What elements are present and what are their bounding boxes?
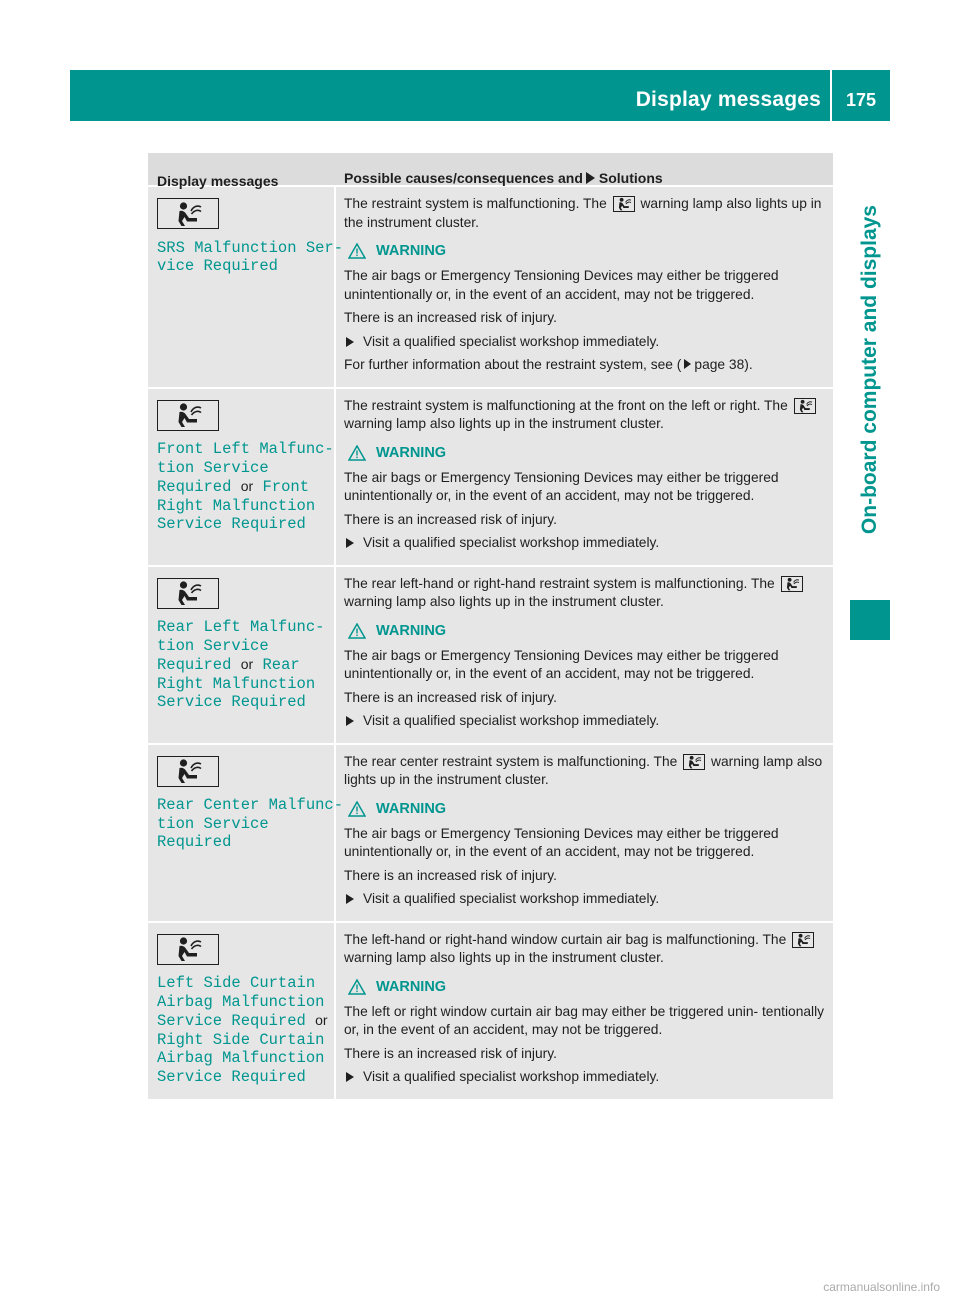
message-line: Airbag Malfunction	[157, 1049, 325, 1068]
message-line: Airbag Malfunction	[157, 992, 325, 1011]
airbag-warning-icon	[794, 398, 816, 414]
risk-text: There is an increased risk of injury.	[344, 511, 557, 527]
message-line: Rear Center Malfunc‐	[157, 796, 344, 814]
cause-text-a: The left-hand or right-hand window curtain air bag is malfunctioning. The	[344, 931, 787, 947]
cause-text	[344, 195, 827, 232]
column-header-causes-text: Possible causes/consequences and	[344, 170, 583, 186]
action-text: Visit a qualified specialist workshop immediately.	[363, 1069, 660, 1084]
warning-triangle-icon	[348, 801, 366, 817]
airbag-warning-icon	[683, 754, 705, 770]
cause-text	[344, 753, 827, 790]
warning-heading	[348, 443, 827, 463]
message-line: SRS Malfunction Ser‐	[157, 238, 344, 257]
risk-text: There is an increased risk of injury.	[344, 867, 557, 883]
message-line: tion Service	[157, 814, 269, 833]
cause-text-a: The rear left-hand or right-hand restraint system is malfunctioning. The	[344, 575, 775, 591]
warning-label: WARNING	[376, 800, 447, 817]
airbag-warning-icon	[792, 932, 814, 948]
column-header-display-messages: Display messages	[157, 173, 279, 189]
message-part: Required	[157, 656, 232, 675]
warning-triangle-icon	[348, 979, 366, 995]
message-line: Front Left Malfunc‐	[157, 440, 334, 458]
message-part: Front	[262, 478, 310, 497]
action-step	[344, 890, 827, 909]
table-header	[148, 153, 833, 187]
cause-text-b: warning lamp also lights up in the instrument cluster.	[344, 196, 822, 230]
warning-heading	[348, 799, 827, 819]
warning-text: The left or right window curtain air bag may either be triggered unin‐ tentionally or, in the event of an accident, may not be triggered.	[344, 1003, 825, 1037]
action-text: Visit a qualified specialist workshop immediately.	[363, 713, 660, 728]
or-connector: or	[240, 478, 254, 495]
message-line: Right Malfunction	[157, 674, 316, 693]
airbag-warning-icon	[157, 934, 219, 965]
warning-label: WARNING	[376, 444, 447, 461]
warning-text: The air bags or Emergency Tensioning Devices may either be triggered unintentionally or, in the event of an accident, may not be triggered.	[344, 647, 779, 681]
display-message-text	[157, 238, 344, 276]
message-line: Right Malfunction	[157, 496, 316, 515]
message-line: vice Required	[157, 257, 278, 276]
more-info-text-b: page 38).	[694, 357, 753, 372]
display-message-cell	[148, 187, 344, 387]
warning-text: The air bags or Emergency Tensioning Devices may either be triggered unintentionally or, in the event of an accident, may not be triggered.	[344, 825, 779, 859]
page-reference-icon	[684, 359, 691, 369]
display-message-text	[157, 974, 326, 1087]
warning-triangle-icon	[348, 445, 366, 461]
message-line: Rear Left Malfunc‐	[157, 618, 325, 636]
message-line: Required	[157, 833, 232, 852]
display-message-cell	[148, 567, 336, 743]
cause-text	[344, 931, 827, 968]
watermark: carmanualsonline.info	[823, 1280, 940, 1294]
solutions-cell	[336, 567, 833, 743]
cause-text-b: warning lamp also lights up in the instrument cluster.	[344, 950, 664, 965]
display-message-cell	[148, 389, 336, 565]
display-message-text	[157, 440, 334, 534]
action-step	[344, 333, 827, 352]
more-info-text-a: For further information about the restraint system, see (	[344, 357, 682, 372]
warning-heading	[348, 621, 827, 641]
display-message-text	[157, 796, 344, 852]
risk-text: There is an increased risk of injury.	[344, 689, 557, 705]
action-arrow-icon	[346, 894, 354, 904]
airbag-warning-icon	[157, 400, 219, 431]
action-text: Visit a qualified specialist workshop immediately.	[363, 535, 660, 550]
solutions-cell	[336, 389, 833, 565]
message-line: tion Service	[157, 458, 269, 477]
messages-table	[148, 153, 833, 1099]
cause-text-b: warning lamp also lights up in the instrument cluster.	[344, 594, 664, 609]
action-step	[344, 534, 827, 553]
warning-text: The air bags or Emergency Tensioning Devices may either be triggered unintentionally or, in the event of an accident, may not be triggered.	[344, 268, 779, 302]
airbag-warning-icon	[781, 576, 803, 592]
action-arrow-icon	[346, 1072, 354, 1082]
message-part: Service Required	[157, 1012, 306, 1031]
action-step	[344, 1068, 827, 1087]
action-arrow-icon	[346, 538, 354, 548]
chapter-tab-marker	[850, 600, 890, 640]
warning-label: WARNING	[376, 622, 447, 639]
message-line: Left Side Curtain	[157, 974, 316, 992]
warning-heading	[348, 977, 827, 997]
action-text: Visit a qualified specialist workshop immediately.	[363, 891, 660, 906]
solutions-cell	[336, 923, 833, 1099]
warning-triangle-icon	[348, 243, 366, 259]
cause-text-b: warning lamp also lights up in the instrument cluster.	[344, 416, 664, 431]
message-part: Rear	[262, 656, 300, 675]
warning-heading	[348, 241, 827, 261]
risk-text: There is an increased risk of injury.	[344, 310, 557, 325]
warning-label: WARNING	[376, 243, 447, 259]
table-row	[148, 745, 833, 923]
action-text: Visit a qualified specialist workshop immediately.	[363, 333, 660, 349]
airbag-warning-icon	[157, 756, 219, 787]
action-arrow-icon	[346, 337, 354, 347]
cause-text	[344, 397, 827, 434]
cause-text	[344, 575, 827, 612]
message-line	[157, 1011, 326, 1031]
more-info-text	[344, 356, 827, 375]
table-row	[148, 389, 833, 567]
message-line: Service Required	[157, 693, 306, 712]
message-line: tion Service	[157, 636, 269, 655]
column-header-causes	[336, 153, 833, 185]
cause-text-a: The restraint system is malfunctioning at the front on the left or right. The	[344, 397, 788, 413]
display-message-cell	[148, 745, 344, 921]
airbag-warning-icon	[157, 198, 219, 229]
message-line: Service Required	[157, 1067, 306, 1086]
solutions-cell	[336, 745, 833, 921]
action-step	[344, 712, 827, 731]
airbag-warning-icon	[157, 578, 219, 609]
warning-triangle-icon	[348, 623, 366, 639]
cause-text-b: warning lamp also lights up in the instrument cluster.	[344, 753, 823, 787]
page-title: Display messages	[635, 88, 821, 111]
message-part: Required	[157, 478, 232, 497]
action-arrow-icon	[346, 716, 354, 726]
table-row	[148, 923, 833, 1099]
page-header	[70, 70, 890, 121]
solutions-cell	[336, 187, 833, 387]
warning-label: WARNING	[376, 978, 447, 995]
risk-text: There is an increased risk of injury.	[344, 1045, 557, 1061]
solution-arrow-icon	[586, 172, 595, 184]
message-line	[157, 655, 326, 675]
airbag-warning-icon	[613, 196, 635, 212]
or-connector: or	[315, 1012, 328, 1029]
warning-text: The air bags or Emergency Tensioning Devices may either be triggered unintentionally or, in the event of an accident, may not be triggered.	[344, 469, 779, 503]
page-number: 175	[845, 90, 877, 110]
chapter-tab	[850, 205, 890, 585]
table-row	[148, 187, 833, 389]
or-connector: or	[240, 656, 254, 673]
cause-text-a: The rear center restraint system is malfunctioning. The	[344, 753, 678, 769]
cause-text-a: The restraint system is malfunctioning. The	[344, 196, 607, 211]
display-message-cell	[148, 923, 336, 1099]
display-message-text	[157, 618, 326, 712]
message-line: Right Side Curtain	[157, 1030, 325, 1049]
message-line: Service Required	[157, 515, 306, 534]
table-row	[148, 567, 833, 745]
message-line	[157, 477, 326, 497]
chapter-label: On-board computer and displays	[858, 205, 881, 535]
column-header-solutions-text: Solutions	[598, 170, 663, 186]
